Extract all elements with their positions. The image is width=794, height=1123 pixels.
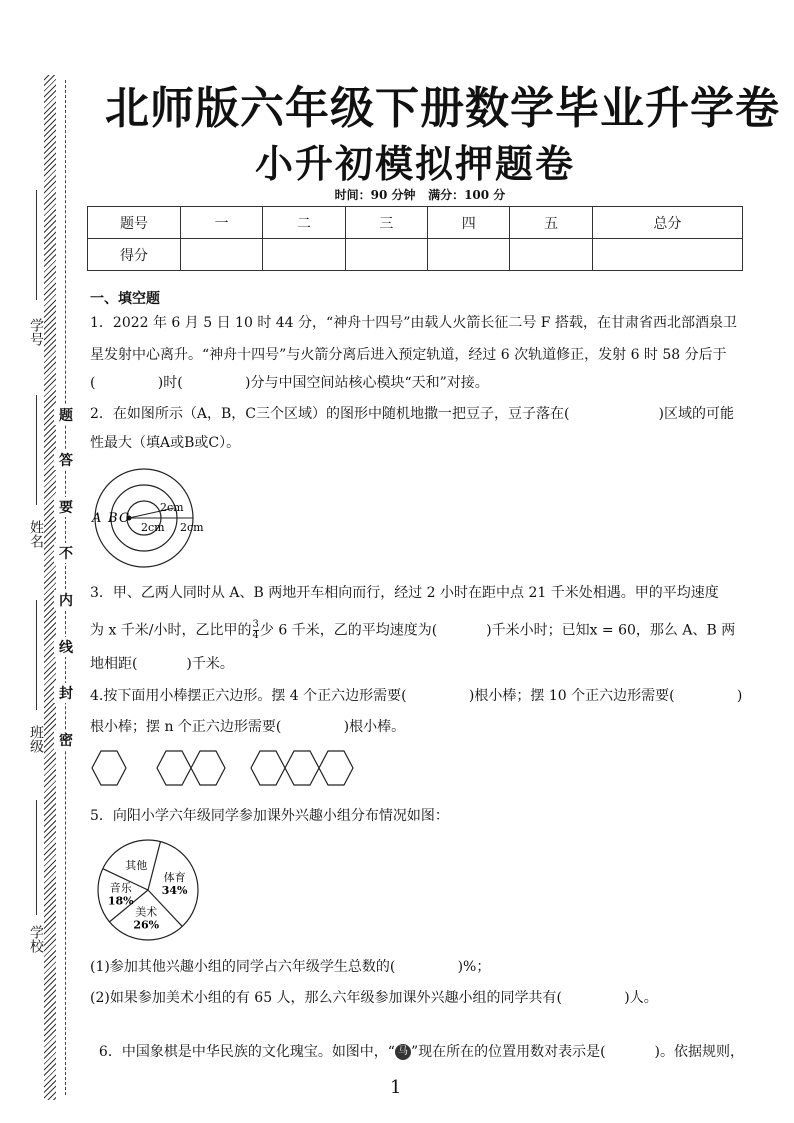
score-table-header: 二	[263, 207, 345, 239]
cut-line	[65, 80, 66, 1095]
q5-sub-2: (2)如果参加美术小组的有 65 人，那么六年级参加课外兴趣小组的同学共有( )人。	[90, 990, 658, 1006]
q5-sub-1: (1)参加其他兴趣小组的同学占六年级学生总数的( )%；	[90, 959, 491, 975]
fraction-three-quarters	[253, 620, 259, 641]
concentric-circles-figure	[88, 465, 218, 575]
radius-label-outer: 2cm	[180, 521, 204, 534]
radius-label-top: 2cm	[160, 501, 184, 514]
score-cell[interactable]	[428, 239, 510, 271]
q2-line-2: 性最大（填A或B或C）。	[90, 435, 241, 451]
hexagon-1	[92, 751, 126, 785]
q6-text-end: ”现在所在的位置用数对表示是( )。依据规则，	[410, 1044, 745, 1060]
student-id-underline	[36, 190, 37, 300]
name-underline	[36, 395, 37, 505]
name-label: 姓名	[28, 520, 44, 548]
fraction-numerator: 3	[252, 619, 259, 630]
score-table-header: 一	[181, 207, 263, 239]
seal-char-nei: 内	[54, 590, 78, 610]
region-label-b: B	[108, 511, 118, 526]
score-table-header-row	[88, 207, 743, 239]
seal-char-yao: 要	[54, 497, 78, 517]
region-label-a: A	[92, 511, 102, 526]
score-table-header: 四	[428, 207, 510, 239]
score-table-header: 总分	[592, 207, 742, 239]
pie-label-3: 音乐 18%	[107, 881, 134, 908]
seal-char-da: 答	[54, 450, 78, 470]
score-table-header: 题号	[88, 207, 181, 239]
score-cell[interactable]	[592, 239, 742, 271]
score-table	[87, 206, 743, 271]
q2-line-1: 2．在如图所示（A，B，C三个区域）的图形中随机地撒一把豆子，豆子落在( )区域的可能	[90, 406, 734, 422]
q3-line-2	[90, 620, 735, 641]
q4-line-2: 根小棒；摆 n 个正六边形需要( )根小棒。	[90, 719, 406, 735]
hexagon-3a	[251, 751, 285, 785]
q6-line-1	[90, 1022, 744, 1062]
chess-horse-icon: 马	[395, 1044, 411, 1060]
score-table-header: 五	[510, 207, 592, 239]
pie-label-2: 美术 26%	[133, 905, 160, 932]
q3-line-3: 地相距( )千米。	[90, 656, 234, 672]
exam-subtitle: 小升初模拟押题卷	[255, 142, 576, 186]
pie-label-4: 其他	[125, 859, 148, 873]
page-number: 1	[390, 1077, 402, 1098]
score-cell[interactable]	[510, 239, 592, 271]
hexagon-3b	[285, 751, 319, 785]
q6-text-start: 6．中国象棋是中华民族的文化瑰宝。如图中，“	[98, 1044, 395, 1060]
q3-line-2-start: 为 x 千米/小时，乙比甲的	[90, 622, 252, 639]
seal-char-mi: 密	[54, 730, 78, 750]
q3-line-2-end: 少 6 千米，乙的平均速度为( )千米小时；已知x = 60，那么 A、B 两	[259, 622, 736, 639]
q4-line-1: 4.按下面用小棒摆正六边形。摆 4 个正六边形需要( )根小棒；摆 10 个正六边形需要( )	[90, 688, 743, 704]
score-cell[interactable]	[181, 239, 263, 271]
school-label: 学校	[28, 925, 44, 953]
school-underline	[36, 800, 37, 915]
score-table-score-row	[88, 239, 743, 271]
hexagon-3c	[319, 751, 353, 785]
q1-line-3: ( )时( )分与中国空间站核心模块“天和”对接。	[90, 375, 489, 391]
student-id-label: 学号	[28, 318, 44, 346]
fraction-denominator: 4	[252, 630, 259, 641]
exam-time-info: 时间：90 分钟 满分：100 分	[334, 188, 506, 202]
hexagon-2b	[191, 751, 225, 785]
score-cell[interactable]	[345, 239, 427, 271]
pie-slice-1	[148, 842, 160, 890]
seal-char-ti: 题	[54, 405, 78, 425]
pie-label-1: 体育 34%	[161, 871, 188, 898]
q1-line-2: 星发射中心离升。“神舟十四号”与火箭分离后进入预定轨道，经过 6 次轨道修正，发射 6 时 58 分后于	[90, 347, 727, 363]
class-label: 班级	[28, 725, 44, 753]
hexagon-sticks-figure	[88, 748, 368, 790]
score-cell[interactable]	[263, 239, 345, 271]
score-row-label: 得分	[88, 239, 181, 271]
hexagon-2a	[157, 751, 191, 785]
score-table-header: 三	[345, 207, 427, 239]
section-title: 一、填空题	[90, 291, 160, 307]
q3-line-1: 3．甲、乙两人同时从 A、B 两地开车相向而行，经过 2 小时在距中点 21 千米处相遇。甲的平均速度	[90, 585, 719, 601]
exam-title: 北师版六年级下册数学毕业升学卷	[105, 83, 780, 134]
region-label-c: C	[119, 511, 129, 526]
class-underline	[36, 600, 37, 710]
radius-label-inner: 2cm	[141, 521, 165, 534]
q5-intro: 5．向阳小学六年级同学参加课外兴趣小组分布情况如图：	[90, 808, 449, 824]
seal-char-bu: 不	[54, 543, 78, 563]
q1-line-1: 1．2022 年 6 月 5 日 10 时 44 分，“神舟十四号”由载人火箭长征二号 F 搭载，在甘肃省西北部酒泉卫	[90, 315, 737, 331]
seal-char-feng: 封	[54, 683, 78, 703]
interest-group-pie-chart	[90, 835, 210, 945]
seal-char-xian: 线	[54, 637, 78, 657]
